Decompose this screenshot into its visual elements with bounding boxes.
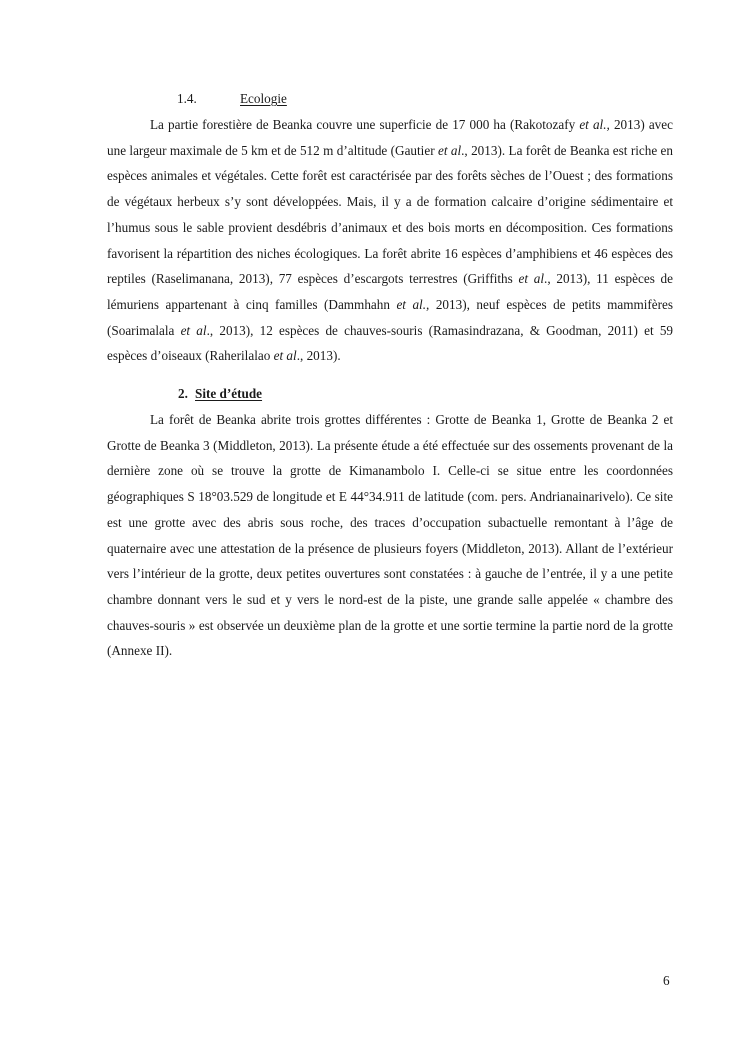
italic-citation: et al <box>180 322 207 338</box>
italic-citation: et al <box>437 142 462 158</box>
document-page <box>107 86 673 664</box>
page-number: 6 <box>663 973 670 988</box>
section-2-title: Site d’étude <box>195 386 263 402</box>
text-run: La forêt de Beanka abrite trois grottes différentes : Grotte de Beanka 1, Grotte de Beanka 2 et Grotte de Beanka 3 (Middleton, 2013). La présente étude a été effectuée sur des ossements provenant de la dernière zone où se trouve la grotte de Kimanambolo I. Celle-ci se situe entre les coordonnées géographiques S 18°03.529 de longitude et E 44°34.911 de latitude (com. pers. Andrianainarivelo). Ce site est une grotte avec des abris sous roche, des traces d’occupation subactuelle remontant à l’âge de quaternaire avec une attestation de la présence de plusieurs foyers (Middleton, 2013). Allant de l’extérieur vers l’intérieur de la grotte, deux petites ouvertures sont constatées : à gauche de l’entrée, il y a une petite chambre donnant vers le sud et y vers le nord-est de la piste, une grande salle appelée « chambre des chauves-souris » est observée un deuxième plan de la grotte et une sortie termine la partie nord de la grotte (Annexe II). <box>107 412 673 659</box>
text-run: 2013) avec une largeur maximale de 5 km et de 512 m d’altitude (Gautier <box>107 117 673 158</box>
section-1-4-title: Ecologie <box>240 91 287 106</box>
text-run: ., 2013). La forêt de Beanka est riche en espèces animales et végétales. Cette forêt est caractérisée par des forêts sèches de l’Ouest ; des formations de végétaux herbeux s’y sont développées. Mais, il y a de formation calcaire d’origine sédimentaire et l’humus sous le sable provient desdébris d’animaux et des bois morts en décomposition. Ces formations favorisent la répartition des niches écologiques. La forêt abrite 16 espèces d’amphibiens et 46 espèces des reptiles (Raselimanana, 2013), 77 espèces d’escargots terrestres (Griffiths <box>107 142 673 287</box>
site-etude-paragraph <box>107 407 673 664</box>
text-run: ., 2013), 11 espèces de lémuriens appartenant à cinq familles (Dammhahn <box>107 271 674 312</box>
section-2-heading <box>107 381 673 407</box>
italic-citation: et al., <box>396 296 430 312</box>
text-run: ., 2013), 12 espèces de chauves-souris (Ramasindrazana, & Goodman, 2011) et 59 espèces d’oiseaux (Raherilalao <box>107 322 674 364</box>
text-run: ., 2013). <box>296 348 341 364</box>
italic-citation: et al., <box>579 117 610 132</box>
text-run: 2013), neuf espèces de petits mammifères (Soarimalala <box>107 296 674 338</box>
section-1-4-number: 1.4. <box>177 91 197 106</box>
italic-citation: et al <box>273 348 297 364</box>
section-1-4-heading <box>107 86 673 112</box>
text-run: La partie forestière de Beanka couvre une superficie de 17 000 ha (Rakotozafy <box>150 117 580 132</box>
ecologie-paragraph <box>107 112 673 369</box>
section-2-number: 2. <box>178 386 188 402</box>
italic-citation: et al <box>518 271 545 287</box>
